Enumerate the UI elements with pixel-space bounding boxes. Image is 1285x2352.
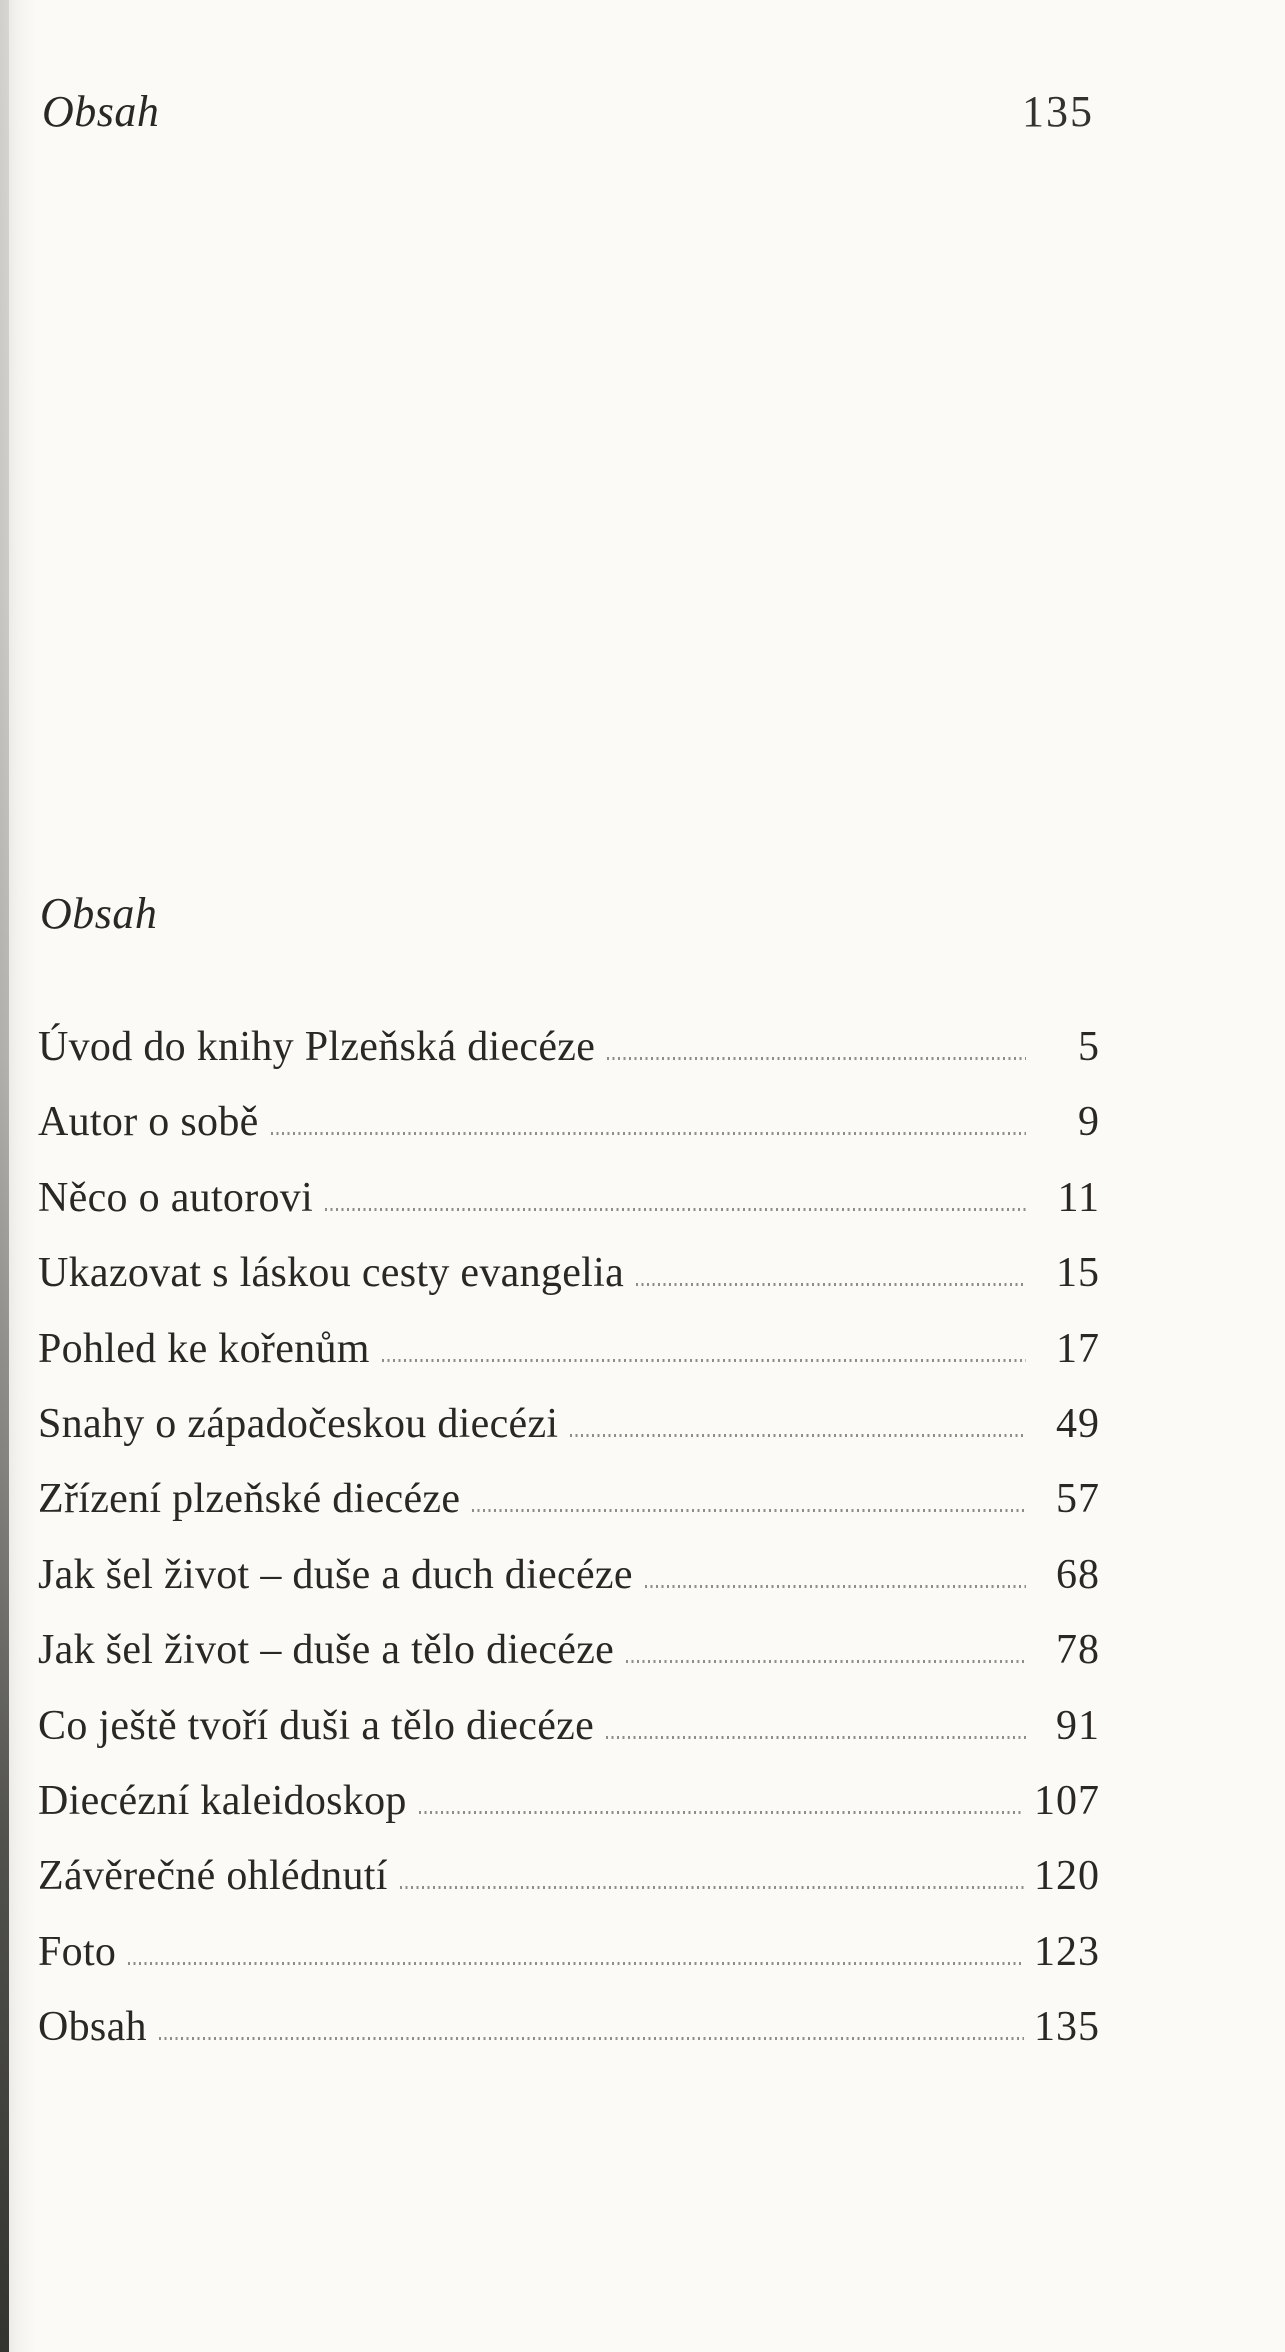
toc-entry-page-number: 57 [1056,1476,1100,1523]
toc-entry-label: Jak šel život – duše a tělo diecéze [38,1627,615,1674]
toc-entry-page-number: 9 [1078,1099,1100,1146]
toc-entry-page-number: 49 [1056,1400,1100,1447]
dotted-leader [645,1585,1026,1588]
toc-entry-label: Snahy o západočeskou diecézi [38,1400,559,1447]
dotted-leader [382,1359,1026,1362]
toc-entry-label: Jak šel život – duše a duch diecéze [38,1551,633,1598]
scan-edge-shading [0,0,36,2352]
dotted-leader [570,1434,1026,1437]
toc-entry-label: Úvod do knihy Plzeňská diecéze [38,1024,596,1070]
toc-entry-label: Foto [38,1928,117,1975]
toc-entry [38,1538,1100,1613]
toc-entry-page-number: 5 [1078,1024,1100,1070]
dotted-leader [159,2037,1024,2040]
toc-entry-page-number: 68 [1056,1551,1100,1598]
dotted-leader [325,1208,1026,1211]
toc-entry-page-number: 17 [1056,1325,1100,1372]
dotted-leader [128,1962,1024,1965]
dotted-leader [472,1509,1026,1512]
toc-entry-label: Autor o sobě [38,1099,259,1146]
toc-entry [38,1312,1100,1387]
toc-entry [38,1839,1100,1914]
dotted-leader [419,1811,1024,1814]
toc-entry-label: Něco o autorovi [38,1174,314,1221]
dotted-leader [636,1283,1026,1286]
dotted-leader [606,1736,1026,1739]
toc-entry [38,1010,1100,1085]
dotted-leader [626,1660,1026,1663]
toc-entry [38,1613,1100,1688]
toc-entry-label: Ukazovat s láskou cesty evangelia [38,1250,625,1297]
toc-entry-page-number: 91 [1056,1702,1100,1749]
toc-entry [38,1990,1100,2065]
toc-entry [38,1764,1100,1839]
table-of-contents [38,1010,1100,2065]
toc-entry [38,1689,1100,1764]
toc-entry-page-number: 120 [1034,1853,1100,1900]
toc-entry [38,1085,1100,1160]
toc-entry-label: Obsah [38,2004,147,2051]
toc-entry-page-number: 107 [1034,1777,1100,1824]
running-title: Obsah [42,87,160,136]
toc-entry-page-number: 78 [1056,1627,1100,1674]
toc-entry [38,1915,1100,1990]
dotted-leader [400,1886,1024,1889]
page-number: 135 [1022,87,1094,136]
toc-entry-page-number: 135 [1034,2004,1100,2051]
dotted-leader [607,1057,1026,1060]
toc-entry-page-number: 15 [1056,1250,1100,1297]
toc-entry [38,1387,1100,1462]
toc-entry-page-number: 123 [1034,1928,1100,1975]
binding-shadow [0,0,9,2352]
toc-entry-label: Co ještě tvoří duši a tělo diecéze [38,1702,595,1749]
toc-entry-label: Závěrečné ohlédnutí [38,1853,388,1900]
toc-entry [38,1161,1100,1236]
toc-entry-label: Zřízení plzeňské diecéze [38,1476,461,1523]
toc-entry-label: Pohled ke kořenům [38,1325,370,1372]
toc-entry [38,1462,1100,1537]
running-header [42,88,1094,136]
dotted-leader [271,1132,1026,1135]
section-title: Obsah [40,889,158,938]
toc-entry [38,1236,1100,1311]
toc-entry-label: Diecézní kaleidoskop [38,1777,407,1824]
toc-entry-page-number: 11 [1057,1174,1100,1221]
